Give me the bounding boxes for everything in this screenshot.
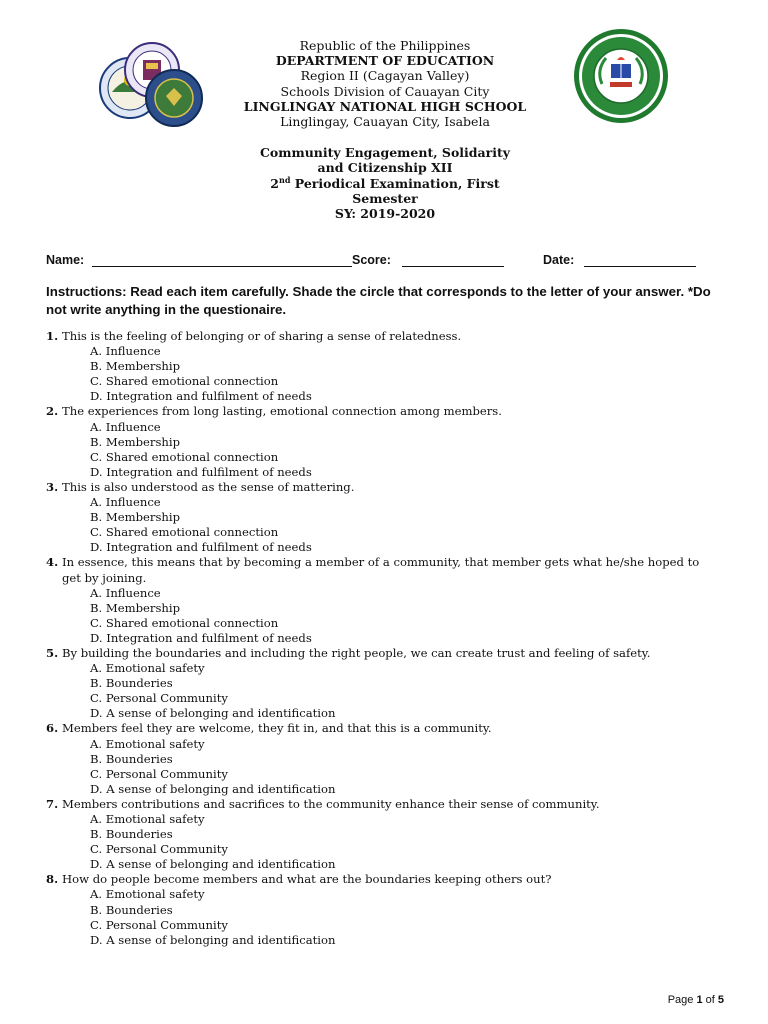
school-name: LINGLINGAY NATIONAL HIGH SCHOOL — [243, 98, 527, 114]
period-line — [200, 176, 570, 191]
question-text: This is also understood as the sense of mattering. — [62, 479, 355, 494]
student-info-line — [46, 253, 726, 273]
question-text: The experiences from long lasting, emotional connection among members. — [62, 404, 502, 419]
question-item — [46, 797, 716, 812]
score-field[interactable] — [402, 266, 504, 267]
region-line: Region II (Cagayan Valley) — [300, 68, 470, 84]
question-text: In essence, this means that by becoming a member of a community, that member gets what he/she hoped to get by joining. — [62, 555, 700, 585]
question-number: 5. — [46, 645, 59, 660]
answer-option: D. A sense of belonging and identification — [90, 932, 336, 947]
answer-option: A. Influence — [90, 419, 161, 434]
answer-option: D. Integration and fulfilment of needs — [90, 464, 312, 479]
school-address: Linglingay, Cauayan City, Isabela — [280, 114, 490, 130]
school-seal-icon — [566, 26, 676, 126]
page-footer — [668, 994, 724, 1006]
answer-option: C. Personal Community — [90, 842, 228, 857]
answer-option: B. Membership — [90, 600, 180, 615]
department-line: DEPARTMENT OF EDUCATION — [275, 53, 495, 69]
answer-option: D. Integration and fulfilment of needs — [90, 389, 312, 404]
answer-option: D. A sense of belonging and identification — [90, 781, 336, 796]
question-text: Members feel they are welcome, they fit in, and that this is a community. — [62, 721, 492, 736]
letterhead — [200, 38, 570, 129]
name-label: Name: — [46, 253, 85, 267]
question-number: 8. — [46, 872, 59, 887]
answer-option: B. Bounderies — [90, 676, 173, 691]
question-text: Members contributions and sacrifices to the community enhance their sense of community. — [62, 796, 600, 811]
division-line: Schools Division of Cauayan City — [280, 83, 490, 99]
answer-option: A. Emotional safety — [90, 736, 205, 751]
subject-line-1: Community Engagement, Solidarity — [259, 145, 511, 160]
question-item — [46, 329, 716, 344]
question-text: How do people become members and what are the boundaries keeping others out? — [62, 872, 552, 887]
question-item — [46, 555, 716, 585]
of-label: of — [702, 994, 718, 1006]
answer-option: C. Shared emotional connection — [90, 525, 279, 540]
answer-option: D. Integration and fulfilment of needs — [90, 630, 312, 645]
question-list — [46, 329, 716, 948]
school-year: SY: 2019-2020 — [334, 206, 436, 222]
question-number: 7. — [46, 796, 59, 811]
date-field[interactable] — [584, 266, 696, 267]
name-field[interactable] — [92, 266, 352, 267]
period-number: 2 — [270, 175, 279, 191]
question-number: 6. — [46, 721, 59, 736]
answer-option: B. Bounderies — [90, 902, 173, 917]
question-text: This is the feeling of belonging or of sharing a sense of relatedness. — [62, 329, 462, 343]
answer-option: A. Emotional safety — [90, 887, 205, 902]
question-number: 4. — [46, 555, 59, 570]
answer-option: D. A sense of belonging and identification — [90, 706, 336, 721]
question-number: 3. — [46, 479, 59, 494]
answer-option: C. Shared emotional connection — [90, 374, 279, 389]
republic-line: Republic of the Philippines — [299, 38, 471, 53]
instructions: Instructions: Read each item carefully. Shade the circle that corresponds to the letter of your answer. *Do not write anything in the questionaire. — [46, 284, 711, 317]
question-number: 1. — [46, 329, 59, 343]
question-item — [46, 480, 716, 495]
question-number: 2. — [46, 404, 59, 419]
period-text: Periodical Examination, First — [290, 175, 500, 191]
answer-option: B. Bounderies — [90, 751, 173, 766]
answer-option: D. Integration and fulfilment of needs — [90, 540, 312, 555]
question-item — [46, 646, 716, 661]
semester-line: Semester — [352, 190, 418, 206]
answer-option: D. A sense of belonging and identification — [90, 857, 336, 872]
page-number: 1 — [696, 994, 703, 1006]
answer-option: B. Bounderies — [90, 827, 173, 842]
question-item — [46, 404, 716, 419]
answer-option: C. Personal Community — [90, 691, 228, 706]
answer-option: A. Emotional safety — [90, 661, 205, 676]
answer-option: B. Membership — [90, 359, 180, 374]
answer-option: A. Emotional safety — [90, 812, 205, 826]
page-total: 5 — [717, 994, 724, 1006]
answer-option: C. Personal Community — [90, 766, 228, 781]
answer-option: C. Shared emotional connection — [90, 615, 279, 630]
deped-seal-icon — [96, 40, 206, 130]
answer-option: A. Influence — [90, 585, 161, 600]
answer-option: C. Personal Community — [90, 917, 228, 932]
score-label: Score: — [352, 253, 391, 267]
question-item — [46, 872, 716, 887]
period-suffix: nd — [279, 174, 291, 185]
exam-title — [200, 145, 570, 221]
answer-option: B. Membership — [90, 510, 180, 525]
answer-option: A. Influence — [90, 344, 161, 359]
answer-option: C. Shared emotional connection — [90, 449, 279, 464]
question-text: By building the boundaries and including the right people, we can create trust and feeling of safety. — [62, 645, 651, 660]
date-label: Date: — [543, 253, 575, 267]
answer-option: B. Membership — [90, 434, 180, 449]
answer-option: A. Influence — [90, 495, 161, 510]
subject-line-2: and Citizenship XII — [317, 160, 453, 176]
page-label: Page — [667, 994, 697, 1006]
question-item — [46, 721, 716, 736]
